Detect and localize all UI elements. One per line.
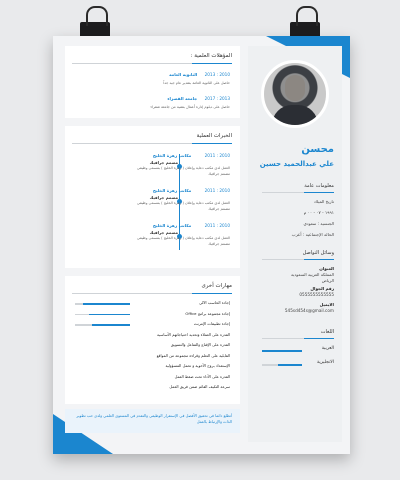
experience-dates: 2010 : 2011 (204, 188, 230, 193)
experience-role: مصمم جرافيك (149, 230, 178, 235)
career-objective: أتطلع دائما في تحقيق الأفضل في الإستقرار الوظيفي والتقدم في المستوى العلمي ولدي حب تطوير الذات والإرتباط بالعمل (65, 409, 240, 433)
skills-title: مهارات أخرى (201, 283, 232, 289)
language-level-bar (262, 350, 302, 352)
experience-title: مكاتب زهرة الخليج (152, 153, 192, 158)
skill-row (75, 332, 230, 339)
phone-label: رقم الجوال (310, 286, 334, 291)
divider-accent (192, 293, 232, 294)
skill-level-bar (75, 324, 130, 326)
experience-desc: العمل لدى مكتب دعاية وإعلان ( زهرة الخليج ) بمسمى وظيفي مصمم جرافيك (137, 201, 230, 211)
skill-row (75, 374, 230, 381)
language-level-fill (262, 350, 302, 352)
language-name: العربية (321, 346, 334, 351)
skill-row (75, 311, 230, 318)
divider-accent (304, 338, 334, 339)
first-name: محسن (301, 144, 334, 155)
qualification-desc: حاصل على الثانوية العامة بتقدير عام جيد جداً (163, 81, 230, 85)
general-info-title: معلومات عامة (304, 183, 334, 189)
skill-label: القابلية على التعلم وقراءة مجموعة من المواقع (156, 352, 230, 358)
birth-label: تاريخ الميلاد (313, 199, 334, 204)
skill-row (75, 353, 230, 360)
skill-level-fill (92, 324, 131, 326)
experience-head (153, 223, 230, 228)
experience-desc: العمل لدى مكتب دعاية وإعلان ( زهرة الخليج ) بمسمى وظيفي مصمم جرافيك (137, 166, 230, 176)
experience-head (153, 153, 230, 158)
qualification-title: الثانوية العامة (169, 72, 198, 77)
address-line-1: المملكة العربية السعودية (291, 272, 334, 277)
experience-head (153, 188, 230, 193)
marital-status: الحالة الإجتماعية : أعزب (291, 232, 334, 237)
skill-label: القدرة على العملاء وتحديد احتياجاتهم الأساسية (157, 331, 230, 337)
skill-label: سرعة التكيف القائم ضمن فريق العمل (169, 384, 230, 389)
resume-page (53, 36, 350, 454)
skill-label: القدرة على الأداء تحت ضغط العمل (174, 373, 230, 379)
skill-row (75, 384, 230, 391)
email-label: الايميل (319, 302, 334, 307)
skill-label: إجادة تطبيقات الإنترنت (193, 321, 230, 326)
divider-accent (304, 259, 334, 260)
experience-dates: 2010 : 2011 (204, 223, 230, 228)
qualification-desc: حاصل على دبلوم إدارة أعمال بتقنية من جامعة شقراء (150, 105, 230, 109)
language-level-fill (278, 364, 302, 366)
experience-desc: العمل لدى مكتب دعاية وإعلان ( زهرة الخليج ) بمسمى وظيفي مصمم جرافيك (137, 236, 230, 246)
qualifications-panel (65, 46, 240, 118)
nationality: الجنسية : سعودي (303, 221, 334, 226)
qualification-title: جامعة القصراء (167, 96, 198, 101)
qualification-head (167, 96, 230, 101)
profile-photo (261, 60, 329, 128)
skill-label: الإستعداد بروح الأخوية و تحمل المسؤولية (165, 363, 230, 368)
skill-level-bar (75, 314, 130, 316)
skill-label: إجادة الحاسب الآلي (199, 300, 230, 305)
phone-value: 0555555555555 (299, 292, 334, 297)
full-name: علي عبدالحميد حسين (259, 160, 334, 168)
skill-row (75, 342, 230, 349)
qualification-head (169, 72, 230, 77)
address-label: العنوان (319, 266, 334, 271)
sidebar (248, 46, 342, 442)
skill-row (75, 321, 230, 328)
qualification-dates: 2010 : 2013 (204, 72, 230, 77)
skill-row (75, 363, 230, 370)
skill-level-fill (89, 314, 130, 316)
languages-title: اللغات (320, 329, 334, 335)
language-name: الانجليزية (317, 360, 334, 365)
skill-level-bar (75, 303, 130, 305)
contact-title: وسائل التواصل (302, 250, 334, 256)
experience-title: مكاتب زهرة الخليج (152, 188, 192, 193)
experience-dates: 2010 : 2011 (204, 153, 230, 158)
divider-accent (192, 143, 232, 144)
birth-date: ١٩٩١ - ٠٧ - ٠٠ م (303, 210, 334, 215)
skill-label: إجادة مجموعة برامج Office (185, 310, 230, 316)
language-row (262, 360, 334, 370)
skill-level-fill (83, 303, 130, 305)
experience-title: مكاتب زهرة الخليج (152, 223, 192, 228)
address-line-2: الرياض (321, 278, 334, 283)
skill-row (75, 300, 230, 307)
qualifications-title: المؤهلات العلمية : (190, 53, 232, 59)
experience-role: مصمم جرافيك (149, 160, 178, 165)
language-row (262, 346, 334, 356)
divider-accent (304, 192, 334, 193)
email-value: 545sd454s@gmail.com (284, 308, 334, 313)
skill-label: القدرة على الإقناع والتفاعل والتسويق (170, 342, 230, 347)
qualification-dates: 2013 : 2017 (204, 96, 230, 101)
experience-title: الخبرات العملية (196, 133, 232, 139)
experience-panel (65, 126, 240, 268)
divider-accent (192, 63, 232, 64)
skills-panel (65, 276, 240, 404)
experience-role: مصمم جرافيك (149, 195, 178, 200)
language-level-bar (262, 364, 302, 366)
